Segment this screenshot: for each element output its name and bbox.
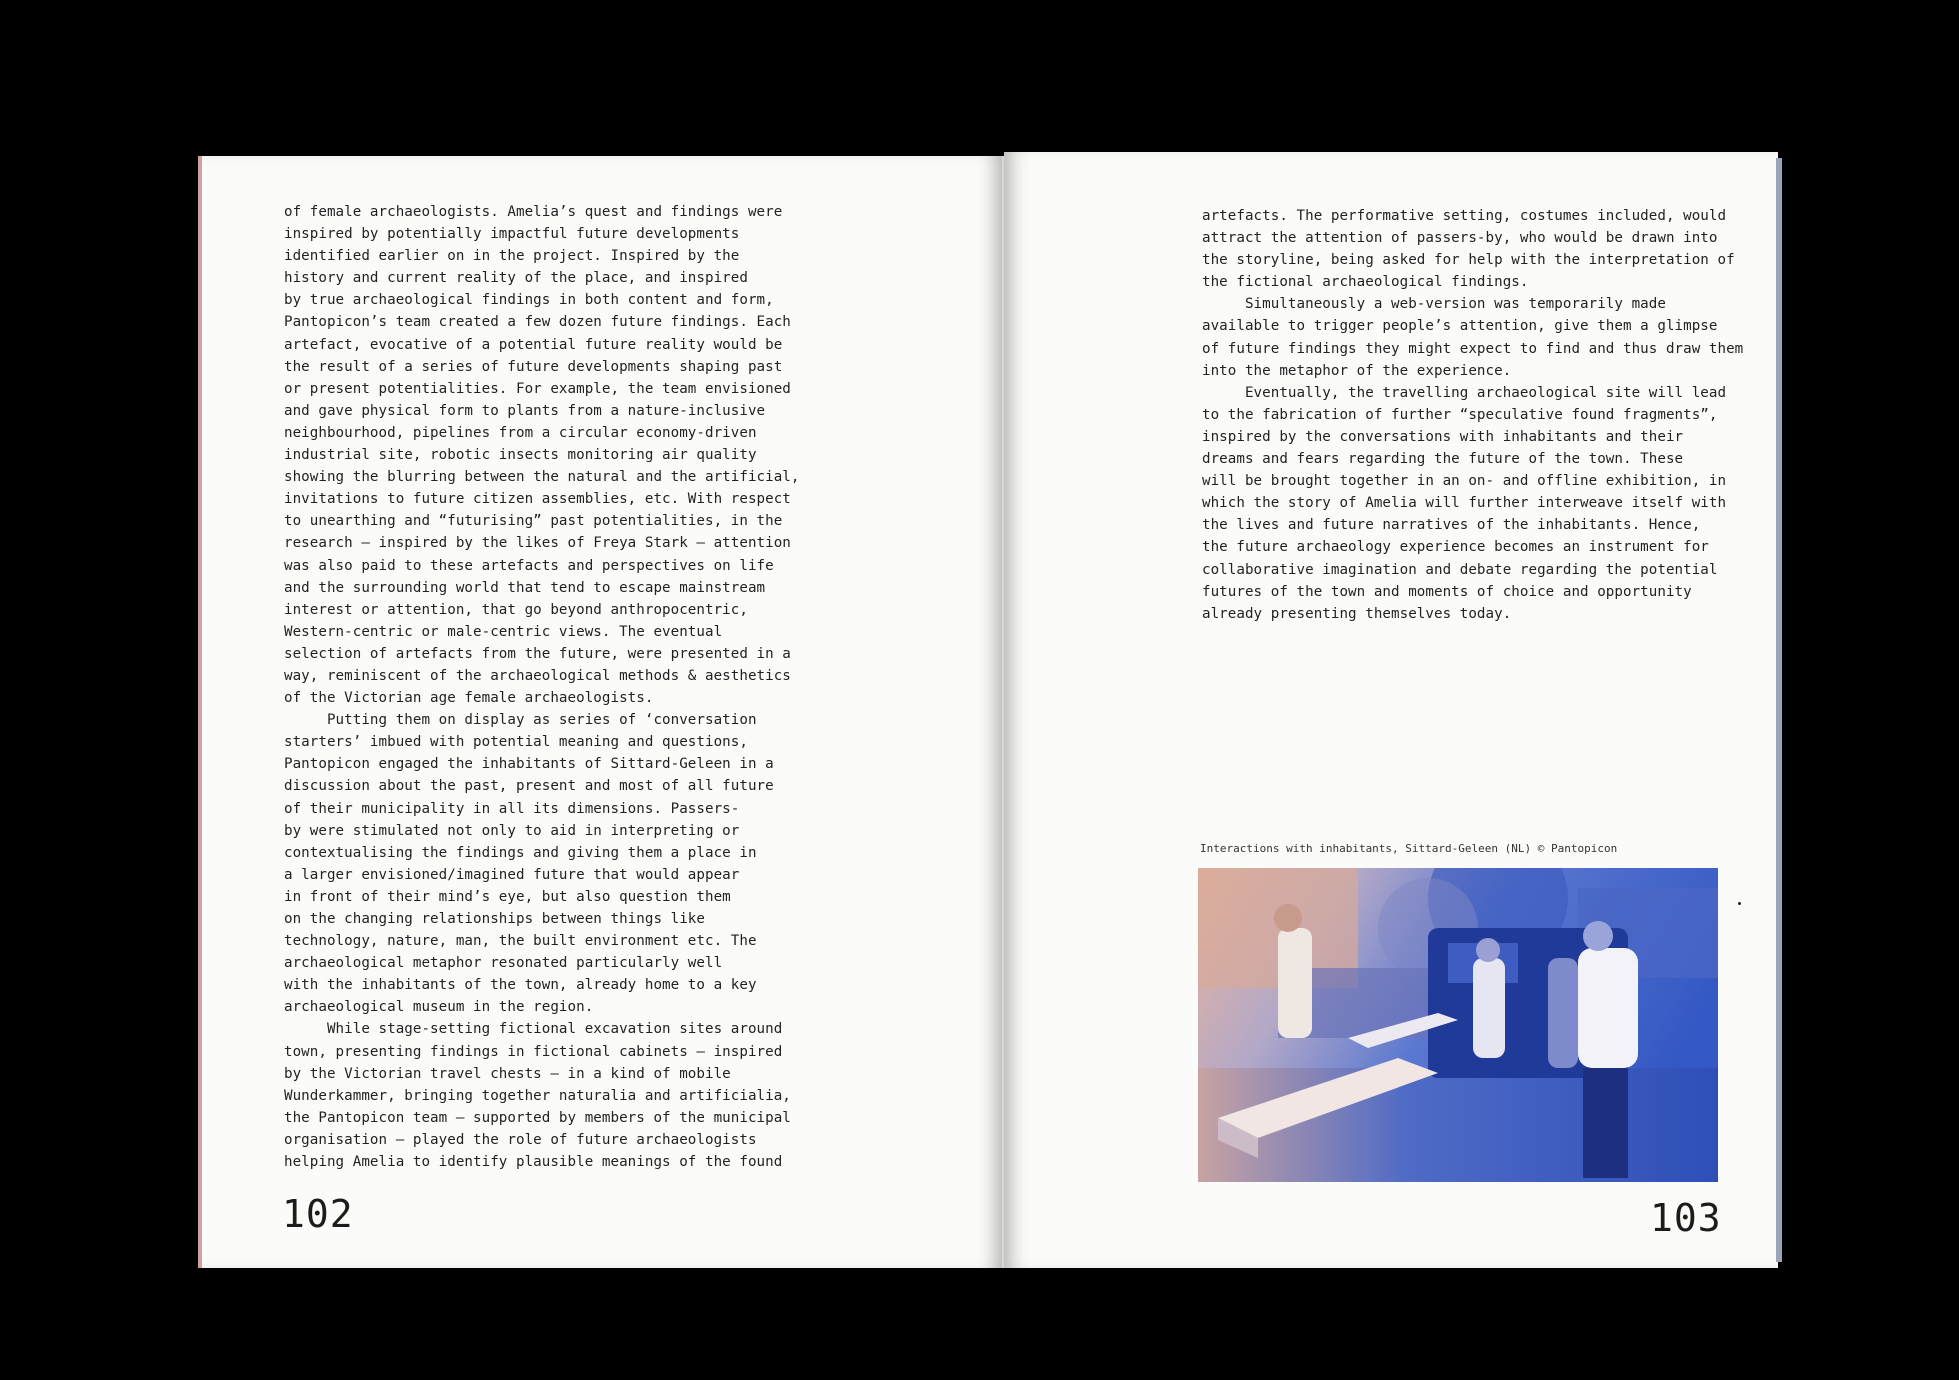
text-line: inspired by potentially impactful future developments xyxy=(284,226,740,243)
photo-caption: Interactions with inhabitants, Sittard-Geleen (NL) © Pantopicon xyxy=(1200,842,1618,855)
text-line: the fictional archaeological findings. xyxy=(1202,274,1529,291)
text-line: starters’ imbued with potential meaning and questions, xyxy=(284,734,748,751)
text-line: selection of artefacts from the future, were presented in a xyxy=(284,645,791,662)
page-edge xyxy=(198,156,202,1268)
text-line: technology, nature, man, the built environment etc. The xyxy=(284,933,757,950)
photo-illustration xyxy=(1198,868,1718,1182)
text-line: to unearthing and “futurising” past potentialities, in the xyxy=(284,513,783,530)
text-line: neighbourhood, pipelines from a circular economy-driven xyxy=(284,424,757,441)
text-line: Pantopicon engaged the inhabitants of Sittard-Geleen in a xyxy=(284,756,774,773)
right-body-text xyxy=(1202,205,1743,625)
text-line: helping Amelia to identify plausible meanings of the found xyxy=(284,1154,783,1171)
text-line: Putting them on display as series of ‘conversation xyxy=(284,712,757,729)
text-line: the result of a series of future developments shaping past xyxy=(284,358,783,375)
text-line: with the inhabitants of the town, already home to a key xyxy=(284,977,757,994)
text-line: town, presenting findings in fictional cabinets – inspired xyxy=(284,1043,783,1060)
text-line: industrial site, robotic insects monitoring air quality xyxy=(284,447,757,464)
text-line: the lives and future narratives of the inhabitants. Hence, xyxy=(1202,517,1701,534)
text-line: by the Victorian travel chests – in a kind of mobile xyxy=(284,1065,731,1082)
page-number-left: 102 xyxy=(282,1192,354,1236)
text-line: identified earlier on in the project. Inspired by the xyxy=(284,248,740,265)
text-line: of future findings they might expect to find and thus draw them xyxy=(1202,340,1744,357)
text-line: inspired by the conversations with inhabitants and their xyxy=(1202,428,1684,445)
text-line: invitations to future citizen assemblies, etc. With respect xyxy=(284,491,791,508)
text-line: of their municipality in all its dimensions. Passers- xyxy=(284,800,740,817)
text-line: Eventually, the travelling archaeological site will lead xyxy=(1202,384,1727,401)
text-line: and the surrounding world that tend to escape mainstream xyxy=(284,579,766,596)
duotone-photo xyxy=(1198,868,1718,1182)
text-line: in front of their mind’s eye, but also question them xyxy=(284,888,731,905)
text-line: already presenting themselves today. xyxy=(1202,605,1512,622)
text-line: collaborative imagination and debate regarding the potential xyxy=(1202,561,1718,578)
speck xyxy=(1738,902,1741,905)
text-line: research – inspired by the likes of Freya Stark – attention xyxy=(284,535,791,552)
text-line: to the fabrication of further “speculative found fragments”, xyxy=(1202,406,1718,423)
text-line: Western-centric or male-centric views. The eventual xyxy=(284,623,723,640)
text-line: contextualising the findings and giving them a place in xyxy=(284,844,757,861)
text-line: the future archaeology experience becomes an instrument for xyxy=(1202,539,1709,556)
text-line: of the Victorian age female archaeologists. xyxy=(284,690,654,707)
text-line: on the changing relationships between things like xyxy=(284,911,705,927)
right-page xyxy=(1004,152,1778,1268)
page-edge xyxy=(1776,158,1782,1262)
text-line: showing the blurring between the natural and the artificial, xyxy=(284,469,800,486)
text-line: attract the attention of passers-by, who would be drawn into xyxy=(1202,230,1718,247)
text-line: will be brought together in an on- and offline exhibition, in xyxy=(1202,473,1727,490)
text-line: by were stimulated not only to aid in interpreting or xyxy=(284,822,740,839)
text-line: and gave physical form to plants from a nature-inclusive xyxy=(284,402,766,419)
text-line: available to trigger people’s attention, give them a glimpse xyxy=(1202,318,1718,335)
text-line: history and current reality of the place, and inspired xyxy=(284,270,748,287)
text-line: organisation – played the role of future archaeologists xyxy=(284,1131,757,1148)
text-line: artefact, evocative of a potential future reality would be xyxy=(284,336,783,353)
text-line: was also paid to these artefacts and perspectives on life xyxy=(284,557,774,574)
text-line: by true archaeological findings in both content and form, xyxy=(284,292,774,309)
text-line: Wunderkammer, bringing together naturalia and artificialia, xyxy=(284,1087,791,1104)
text-line: dreams and fears regarding the future of the town. These xyxy=(1202,451,1684,468)
text-line: or present potentialities. For example, the team envisioned xyxy=(284,380,791,397)
page-number-right: 103 xyxy=(1650,1196,1722,1240)
text-line: While stage-setting fictional excavation sites around xyxy=(284,1021,783,1038)
text-line: the Pantopicon team – supported by members of the municipal xyxy=(284,1109,791,1126)
text-line: archaeological museum in the region. xyxy=(284,999,594,1016)
text-line: a larger envisioned/imagined future that would appear xyxy=(284,866,740,883)
text-line: archaeological metaphor resonated particularly well xyxy=(284,955,723,972)
text-line: of female archaeologists. Amelia’s quest and findings were xyxy=(284,204,783,220)
text-line: into the metaphor of the experience. xyxy=(1202,362,1512,379)
text-line: way, reminiscent of the archaeological methods & aesthetics xyxy=(284,667,791,684)
text-line: interest or attention, that go beyond anthropocentric, xyxy=(284,601,748,618)
left-page xyxy=(198,156,1004,1268)
text-line: which the story of Amelia will further interweave itself with xyxy=(1202,495,1727,512)
text-line: Pantopicon’s team created a few dozen future findings. Each xyxy=(284,314,791,331)
text-line: discussion about the past, present and most of all future xyxy=(284,778,774,795)
text-line: the storyline, being asked for help with the interpretation of xyxy=(1202,252,1735,269)
text-line: futures of the town and moments of choice and opportunity xyxy=(1202,583,1692,600)
left-body-text xyxy=(284,201,800,1173)
text-line: Simultaneously a web-version was temporarily made xyxy=(1202,296,1666,313)
text-line: artefacts. The performative setting, costumes included, would xyxy=(1202,208,1727,224)
